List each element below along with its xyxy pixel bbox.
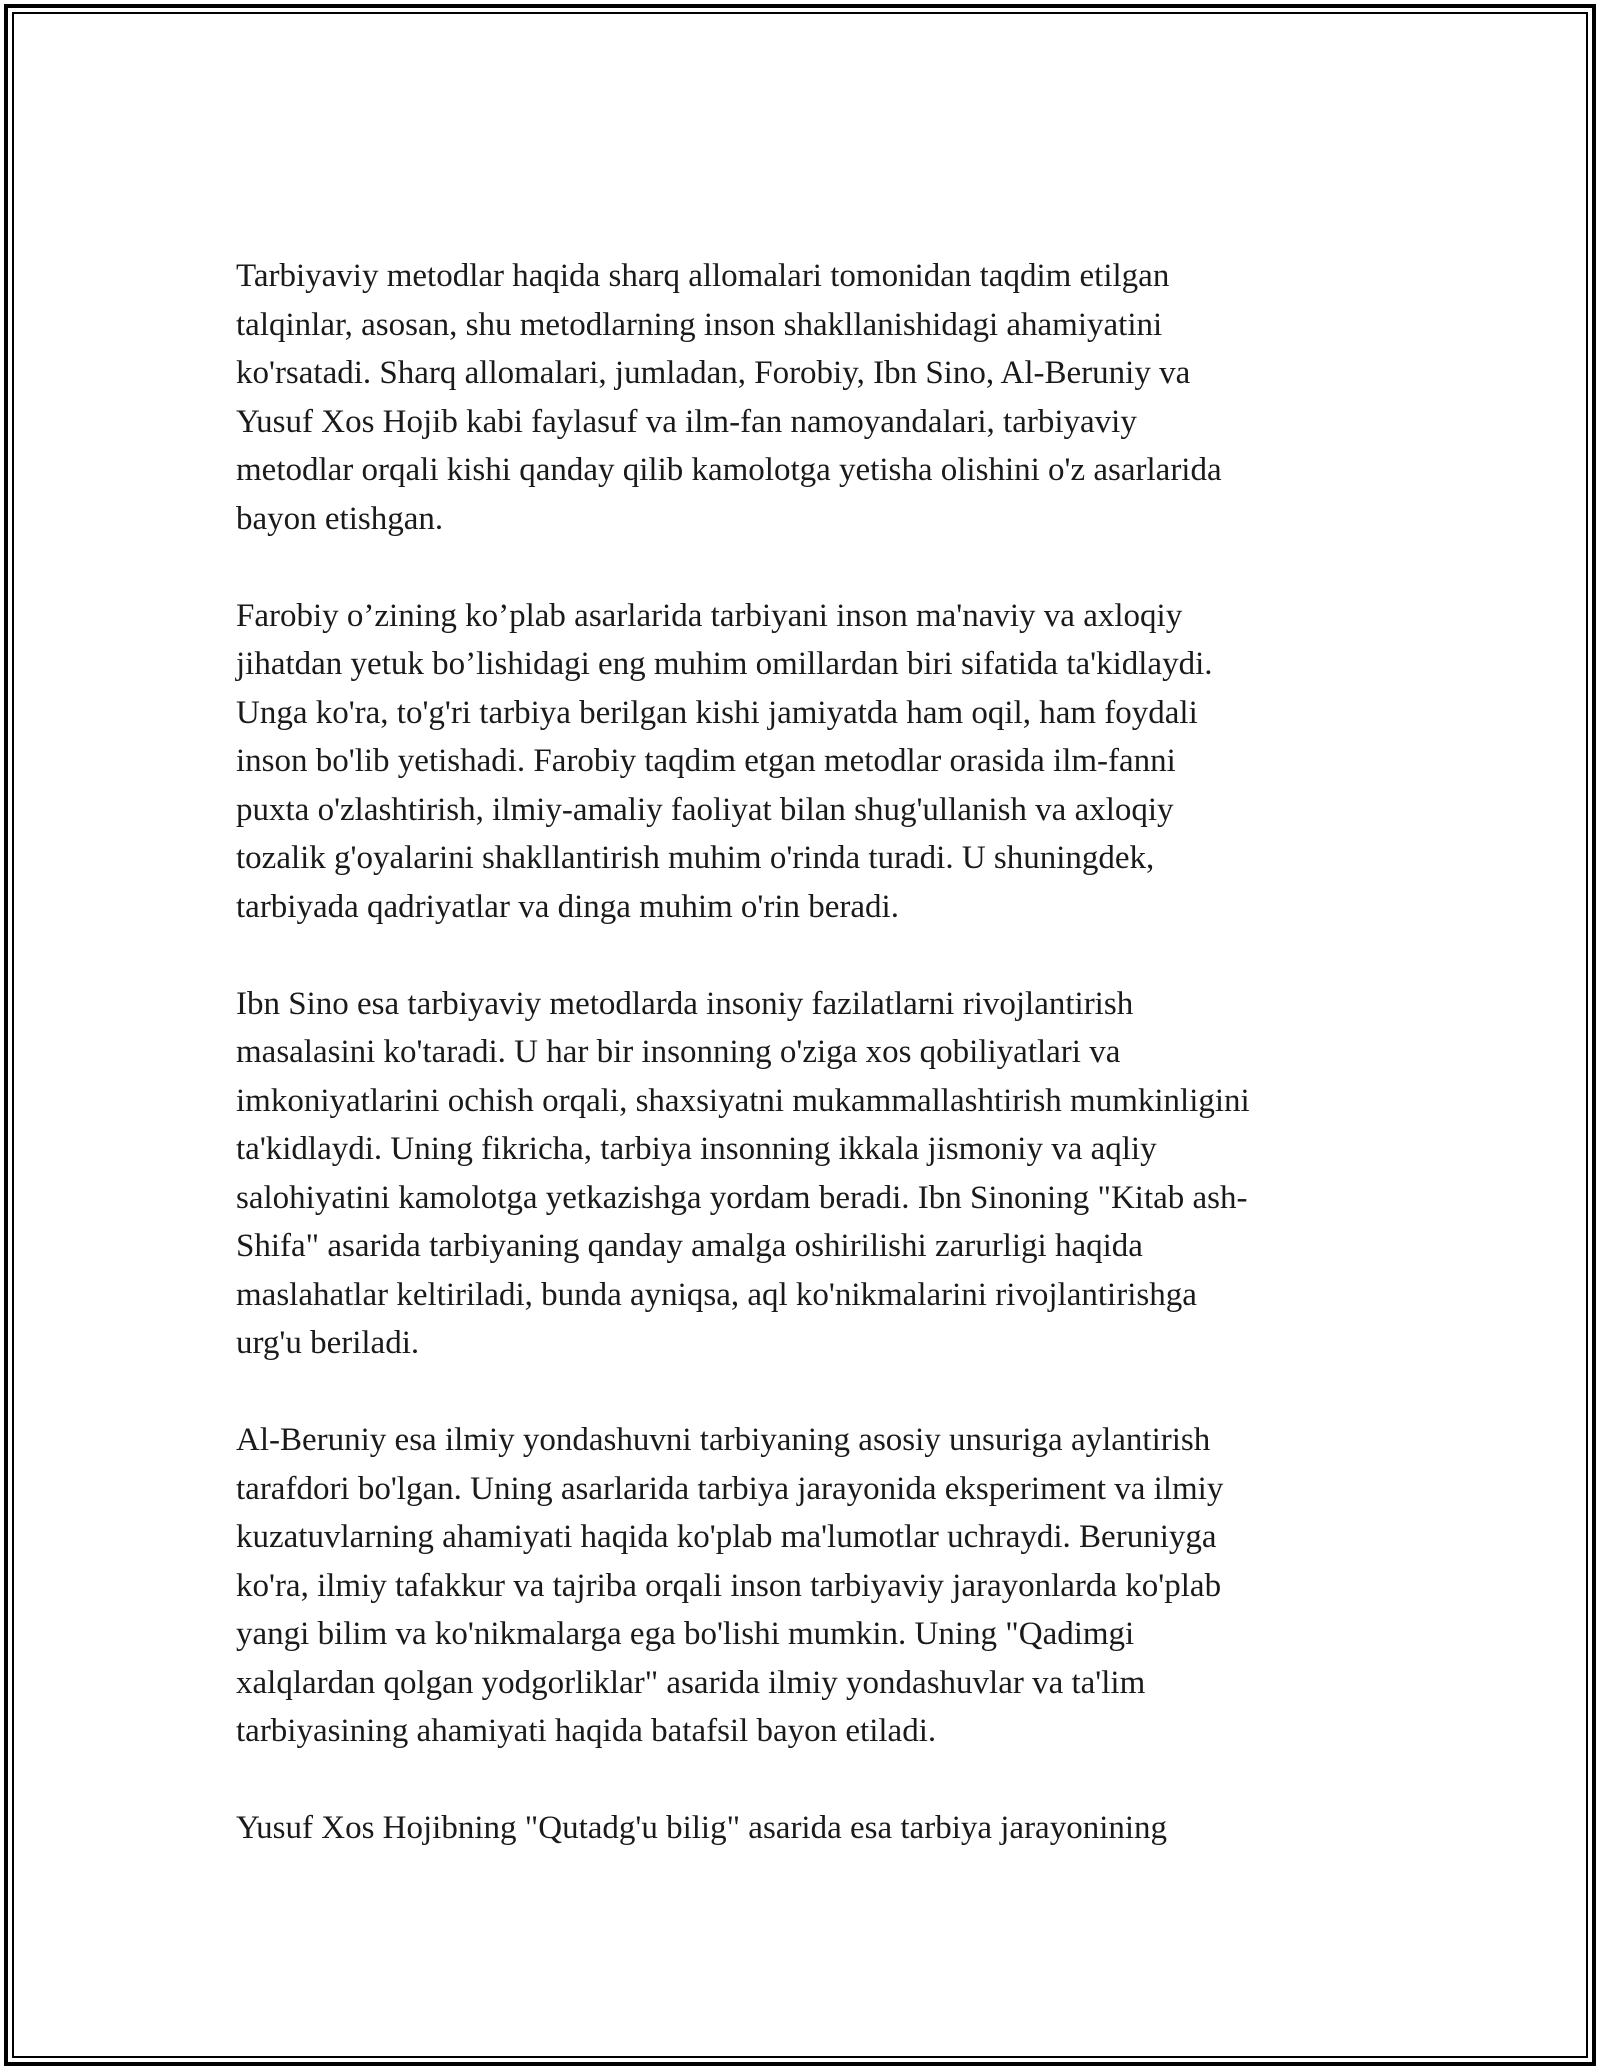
- text-line: tarafdori bo'lgan. Uning asarlarida tarbiya jarayonida eksperiment va ilmiy: [236, 1470, 1224, 1507]
- text-line: ta'kidlaydi. Uning fikricha, tarbiya insonning ikkala jismoniy va aqliy: [236, 1131, 1157, 1167]
- text-line: talqinlar, asosan, shu metodlarning inson shakllanishidagi ahamiyatini: [236, 306, 1163, 343]
- text-line: masalasini ko'taradi. U har bir insonning o'ziga xos qobiliyatlari va: [236, 1034, 1121, 1070]
- text-line: jihatdan yetuk bo’lishidagi eng muhim omillardan biri sifatida ta'kidlaydi.: [236, 646, 1213, 682]
- text-line: inson bo'lib yetishadi. Farobiy taqdim etgan metodlar orasida ilm-fanni: [236, 743, 1176, 779]
- text-line: salohiyatini kamolotga yetkazishga yordam beradi. Ibn Sinoning "Kitab ash-: [236, 1179, 1248, 1216]
- text-line: tozalik g'oyalarini shakllantirish muhim o'rinda turadi. U shuningdek,: [236, 840, 1155, 876]
- text-line: yangi bilim va ko'nikmalarga ega bo'lishi mumkin. Uning "Qadimgi: [236, 1616, 1135, 1652]
- text-line: Yusuf Xos Hojibning "Qutadg'u bilig" asarida esa tarbiya jarayonining: [236, 1810, 1168, 1846]
- text-line: bayon etishgan.: [236, 500, 444, 537]
- document-body: [236, 252, 1366, 1901]
- text-line: kuzatuvlarning ahamiyati haqida ko'plab ma'lumotlar uchraydi. Beruniyga: [236, 1519, 1217, 1555]
- text-line: Tarbiyaviy metodlar haqida sharq allomalari tomonidan taqdim etilgan: [236, 258, 1170, 294]
- text-line: imkoniyatlarini ochish orqali, shaxsiyatni mukammallashtirish mumkinligini: [236, 1082, 1250, 1119]
- text-line: tarbiyada qadriyatlar va dinga muhim o'rin beradi.: [236, 888, 899, 925]
- text-line: urg'u beriladi.: [236, 1325, 420, 1361]
- paragraph-1: [236, 252, 1366, 543]
- text-line: Ibn Sino esa tarbiyaviy metodlarda insoniy fazilatlarni rivojlantirish: [236, 985, 1134, 1022]
- text-line: puxta o'zlashtirish, ilmiy-amaliy faoliyat bilan shug'ullanish va axloqiy: [236, 791, 1174, 828]
- text-line: Al-Beruniy esa ilmiy yondashuvni tarbiyaning asosiy unsuriga aylantirish: [236, 1422, 1211, 1458]
- paragraph-4: [236, 1416, 1366, 1756]
- text-line: Yusuf Xos Hojib kabi faylasuf va ilm-fan namoyandalari, tarbiyaviy: [236, 403, 1137, 440]
- paragraph-2: [236, 592, 1366, 932]
- text-line: metodlar orqali kishi qanday qilib kamolotga yetisha olishini o'z asarlarida: [236, 452, 1222, 488]
- text-line: maslahatlar keltiriladi, bunda ayniqsa, aql ko'nikmalarini rivojlantirishga: [236, 1276, 1197, 1313]
- text-line: ko'rsatadi. Sharq allomalari, jumladan, Forobiy, Ibn Sino, Al-Beruniy va: [236, 355, 1191, 391]
- paragraph-5: [236, 1804, 1366, 1853]
- text-line: Shifa" asarida tarbiyaning qanday amalga oshirilishi zarurligi haqida: [236, 1228, 1143, 1264]
- text-line: xalqlardan qolgan yodgorliklar" asarida ilmiy yondashuvlar va ta'lim: [236, 1664, 1146, 1701]
- text-line: tarbiyasining ahamiyati haqida batafsil bayon etiladi.: [236, 1713, 937, 1749]
- text-line: Unga ko'ra, to'g'ri tarbiya berilgan kishi jamiyatda ham oqil, ham foydali: [236, 694, 1198, 731]
- text-line: ko'ra, ilmiy tafakkur va tajriba orqali inson tarbiyaviy jarayonlarda ko'plab: [236, 1567, 1222, 1604]
- text-line: Farobiy o’zining ko’plab asarlarida tarbiyani inson ma'naviy va axloqiy: [236, 597, 1183, 634]
- paragraph-3: [236, 980, 1366, 1368]
